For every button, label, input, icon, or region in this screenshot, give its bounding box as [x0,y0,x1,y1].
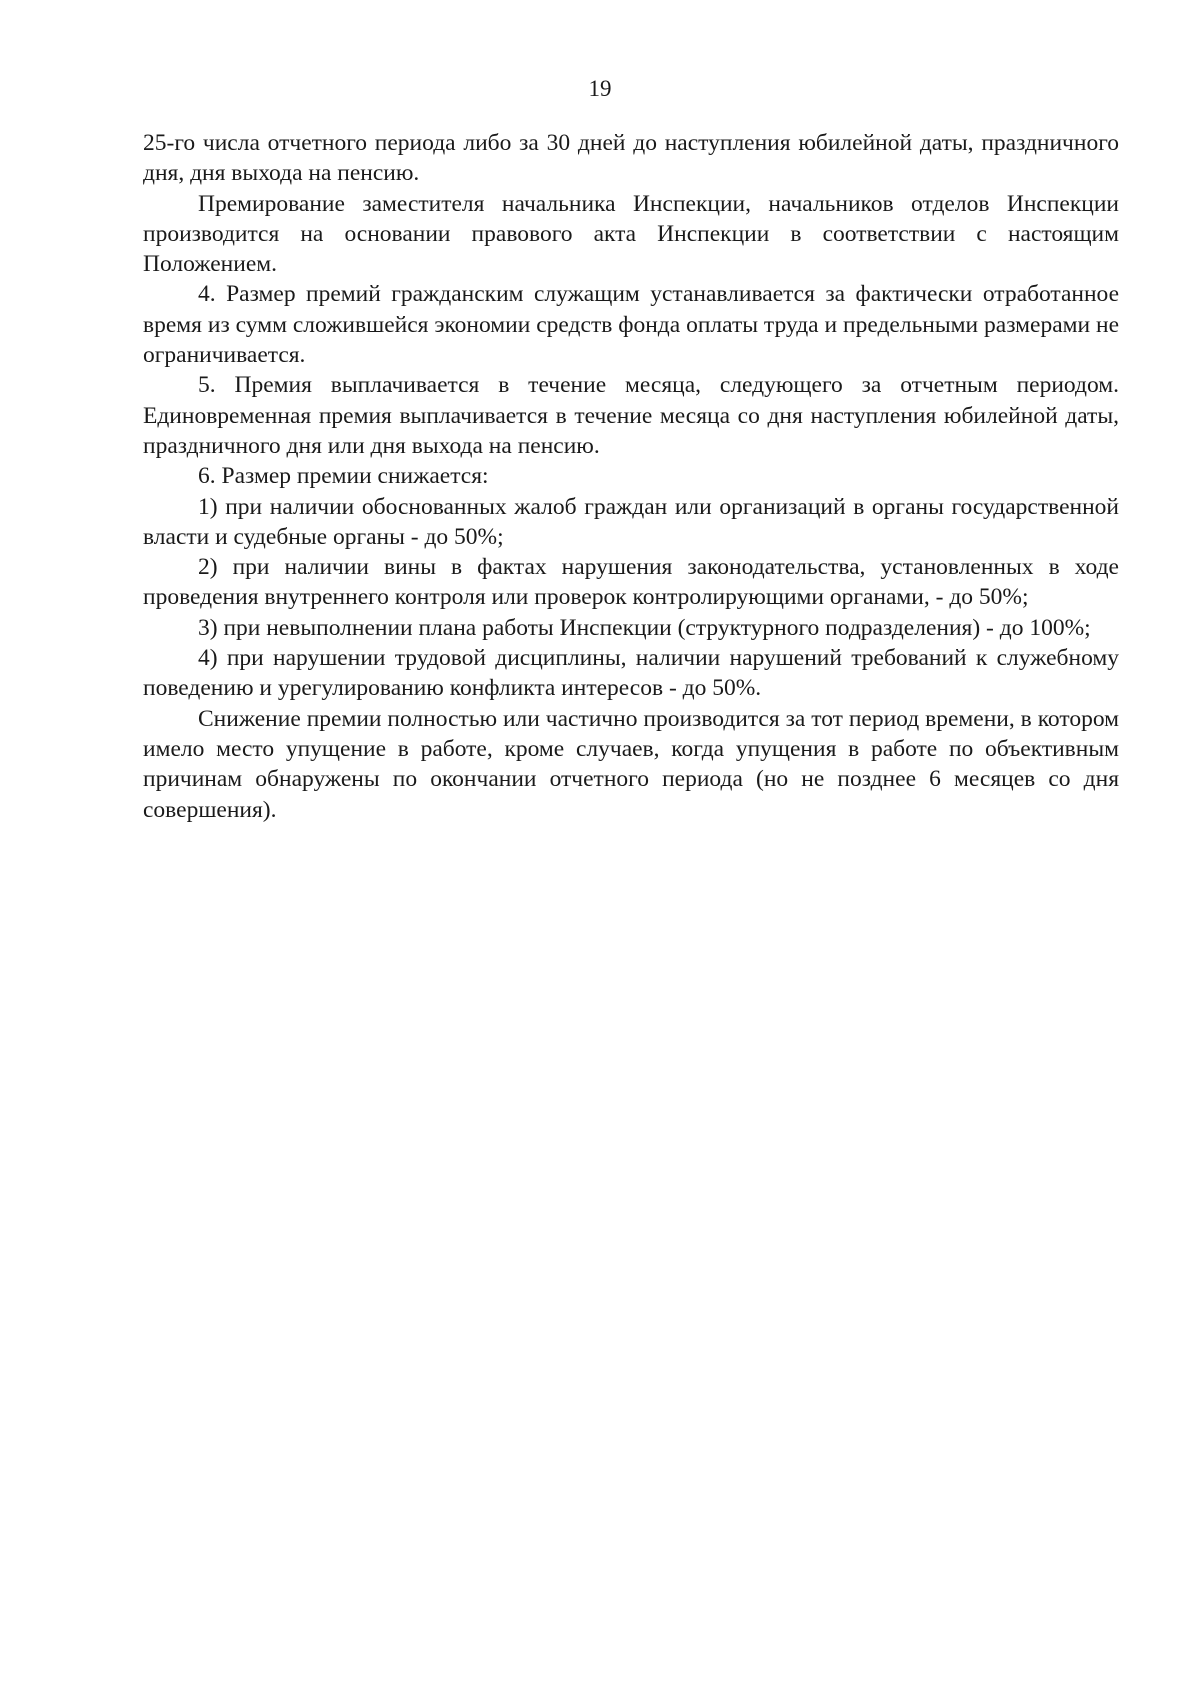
page-number: 19 [588,76,612,101]
paragraph-reduction-period: Снижение премии полностью или частично производится за тот период времени, в котором имело место упущение в работе, кроме случаев, когда упущения в работе по объективным причинам обнаружены по окончании отчетного периода (но не позднее 6 месяцев со дня совершения). [143,705,1119,823]
paragraph-continuation: 25-го числа отчетного периода либо за 30 дней до наступления юбилейной даты, праздничного дня, дня выхода на пенсию. [143,130,1119,187]
paragraph-subitem-1: 1) при наличии обоснованных жалоб граждан или организаций в органы государственной власти и судебные органы - до 50%; [143,493,1119,550]
paragraph-subitem-2: 2) при наличии вины в фактах нарушения законодательства, установленных в ходе проведения внутреннего контроля или проверок контролирующими органами, - до 50%; [143,554,1119,611]
paragraph-item-4: 4. Размер премий гражданским служащим устанавливается за фактически отработанное время из сумм сложившейся экономии средств фонда оплаты труда и предельными размерами не ограничивается. [143,281,1119,369]
document-body [143,128,1119,825]
paragraph-subitem-3: 3) при невыполнении плана работы Инспекции (структурного подразделения) - до 100%; [198,614,1091,641]
paragraph-deputy-bonus: Премирование заместителя начальника Инспекции, начальников отделов Инспекции производится на основании правового акта Инспекции в соответствии с настоящим Положением. [143,190,1119,278]
paragraph-item-5: 5. Премия выплачивается в течение месяца, следующего за отчетным периодом. Единовременная премия выплачивается в течение месяца со дня наступления юбилейной даты, праздничного дня или дня выхода на пенсию. [143,372,1119,459]
paragraph-subitem-4: 4) при нарушении трудовой дисциплины, наличии нарушений требований к служебному поведению и урегулированию конфликта интересов - до 50%. [143,645,1119,702]
paragraph-item-6: 6. Размер премии снижается: [198,463,489,490]
